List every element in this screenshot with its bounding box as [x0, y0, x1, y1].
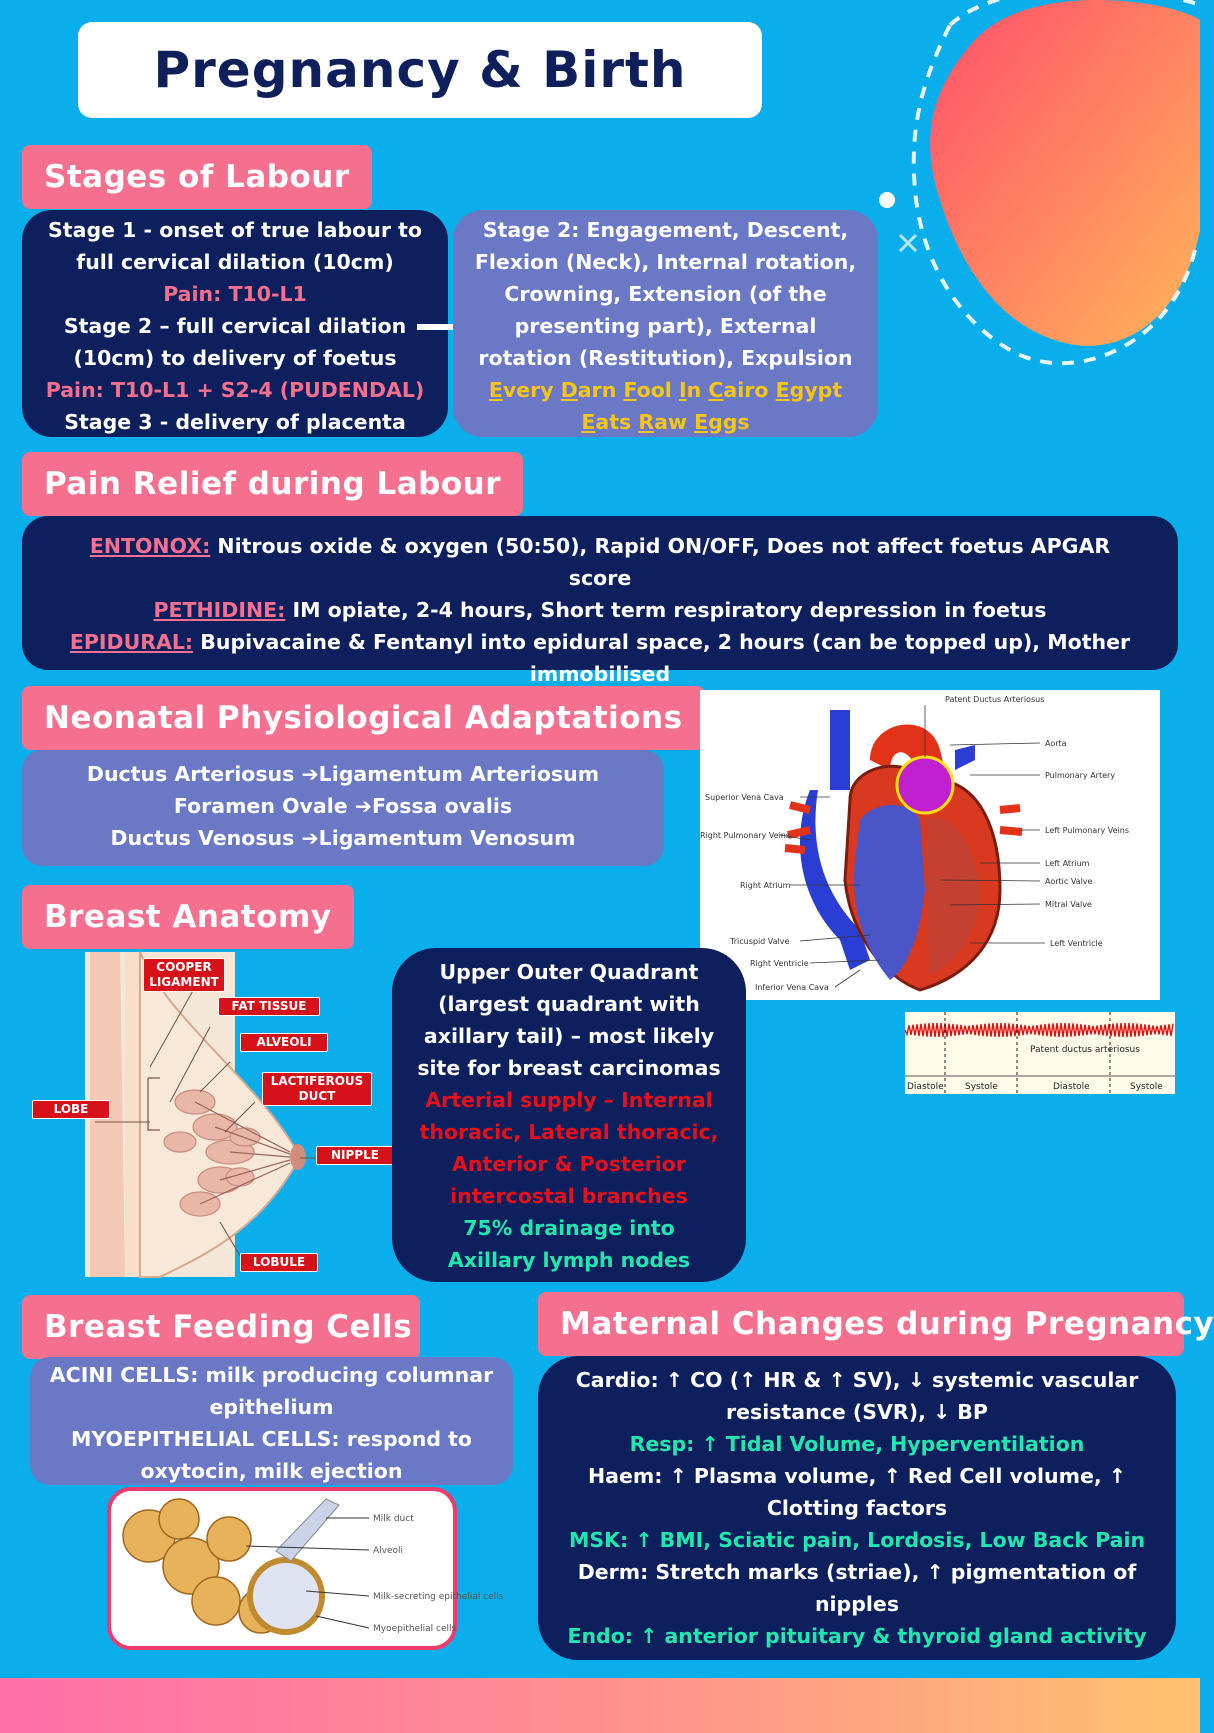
label-right-pulm-veins: Right Pulmonary Veins [700, 831, 791, 840]
breast-diagram [30, 952, 390, 1277]
mnemonic-initial: I [678, 378, 687, 402]
label-myoepithelial: Myoepithelial cells [373, 1624, 457, 1634]
ecg-strip [905, 1012, 1175, 1094]
tag-nipple: NIPPLE [316, 1146, 394, 1165]
label-aorta: Aorta [1045, 739, 1067, 748]
label-milk-secreting: Milk-secreting epithelial cells [373, 1592, 504, 1602]
label-right-atrium: Right Atrium [740, 881, 791, 890]
label-milk-duct: Milk duct [373, 1514, 414, 1524]
neonatal-adaptation [22, 822, 664, 854]
mnemonic-rest: very [502, 378, 554, 402]
mnemonic-rest: ats [595, 410, 632, 434]
alveoli-diagram [107, 1487, 504, 1650]
heart-diagram [700, 690, 1160, 1000]
mnemonic-line [453, 406, 878, 438]
label-right-ventricle: Right Ventricle [750, 959, 809, 968]
maternal-change-line: MSK: ↑ BMI, Sciatic pain, Lordosis, Low Back Pain [568, 1528, 1146, 1552]
maternal-heading: Maternal Changes during Pregnancy [538, 1292, 1184, 1356]
breast-info-line: site for breast carcinomas [417, 1056, 721, 1080]
stage-text-line: full cervical dilation (10cm) [76, 250, 394, 274]
maternal-change-line: Derm: Stretch marks (striae), ↑ pigmentation of [577, 1560, 1137, 1584]
stage2-detail-line: Crowning, Extension (of the [504, 282, 827, 306]
ecg-label-systole-1: Systole [965, 1082, 998, 1092]
maternal-change-line: Endo: ↑ anterior pituitary & thyroid gland activity [567, 1624, 1147, 1648]
breast-info-line: (largest quadrant with [438, 992, 700, 1016]
label-aortic-valve: Aortic Valve [1045, 877, 1093, 886]
breast-anatomy-heading: Breast Anatomy [22, 885, 354, 949]
pain-relief-drug-desc: IM opiate, 2-4 hours, Short term respiratory depression in foetus [285, 598, 1047, 622]
breast-info-line: Arterial supply – Internal [425, 1088, 713, 1112]
pain-relief-panel [22, 516, 1178, 686]
mnemonic-rest: aw [654, 410, 687, 434]
tag-cooper-ligament: COOPER LIGAMENT [143, 958, 225, 992]
breast-feeding-panel [30, 1357, 513, 1485]
mnemonic-initial: E [694, 410, 709, 434]
arrow-icon: ➔ [301, 762, 319, 786]
arrow-icon: ➔ [354, 794, 372, 818]
pain-relief-drug-name: EPIDURAL: [69, 630, 194, 654]
neonatal-adaptation [22, 758, 664, 790]
mnemonic-rest: airo [723, 378, 769, 402]
adaptation-from: Ductus Venosus [110, 826, 295, 850]
maternal-change-line: resistance (SVR), ↓ BP [726, 1400, 988, 1424]
label-mitral-valve: Mitral Valve [1045, 900, 1092, 909]
label-left-ventricle: Left Ventricle [1050, 939, 1103, 948]
label-tricuspid: Tricuspid Valve [730, 937, 790, 946]
ecg-label-diastole-1: Diastole [907, 1082, 944, 1092]
stages-heading: Stages of Labour [22, 145, 372, 209]
pain-relief-item [62, 594, 1138, 626]
pain-relief-drug-name: ENTONOX: [89, 534, 211, 558]
feeding-cell-line: epithelium [209, 1395, 334, 1419]
mnemonic-rest: ggs [708, 410, 750, 434]
mnemonic-initial: E [775, 378, 790, 402]
label-patent-ductus: Patent Ductus Arteriosus [945, 695, 1045, 704]
breast-info-line: Anterior & Posterior [452, 1152, 686, 1176]
breast-feeding-heading: Breast Feeding Cells [22, 1295, 420, 1359]
breast-info-line: 75% drainage into [463, 1216, 675, 1240]
feeding-cell-line: ACINI CELLS: milk producing columnar [49, 1363, 494, 1387]
ecg-note: Patent ductus arteriosus [1030, 1045, 1140, 1055]
label-pulmonary-artery: Pulmonary Artery [1045, 771, 1116, 780]
neonatal-panel [22, 750, 664, 866]
pain-relief-item [62, 626, 1138, 690]
tag-alveoli: ALVEOLI [240, 1033, 328, 1052]
mnemonic-rest: n [686, 378, 702, 402]
adaptation-to: Ligamentum Venosum [318, 826, 576, 850]
maternal-change-line: Clotting factors [766, 1496, 948, 1520]
stage-text-line: Pain: T10-L1 + S2-4 (PUDENDAL) [45, 378, 425, 402]
feeding-cell-line: MYOEPITHELIAL CELLS: respond to [70, 1427, 473, 1451]
breast-info-line: axillary tail) – most likely [423, 1024, 715, 1048]
stage-text-line: Pain: T10-L1 [163, 282, 307, 306]
stages-left-panel [22, 210, 448, 437]
tag-lobule: LOBULE [240, 1253, 318, 1272]
alveoli-illustration [111, 1491, 504, 1646]
mnemonic-initial: E [581, 410, 596, 434]
maternal-change-line: nipples [814, 1592, 900, 1616]
maternal-change-line: Resp: ↑ Tidal Volume, Hyperventilation [629, 1432, 1085, 1456]
mnemonic-initial: D [560, 378, 578, 402]
tag-fat-tissue: FAT TISSUE [218, 997, 320, 1016]
ecg-label-diastole-2: Diastole [1053, 1082, 1090, 1092]
stage-text-line: Stage 1 - onset of true labour to [48, 218, 422, 242]
breast-info-panel [392, 948, 746, 1282]
label-left-atrium: Left Atrium [1045, 859, 1090, 868]
decorative-blob [870, 0, 1200, 400]
mnemonic-line [453, 374, 878, 406]
arrow-icon: ➔ [301, 826, 319, 850]
ecg-label-systole-2: Systole [1130, 1082, 1163, 1092]
adaptation-to: Fossa ovalis [371, 794, 513, 818]
stage2-detail-line: Flexion (Neck), Internal rotation, [474, 250, 857, 274]
neonatal-adaptation [22, 790, 664, 822]
title-banner [78, 22, 762, 118]
tag-lobe: LOBE [32, 1100, 110, 1119]
maternal-panel [538, 1356, 1176, 1660]
pain-relief-drug-desc: Bupivacaine & Fentanyl into epidural space, 2 hours (can be topped up), Mother immobilised [193, 630, 1131, 686]
stage-text-line: (10cm) to delivery of foetus [73, 346, 397, 370]
mnemonic-rest: gypt [789, 378, 843, 402]
adaptation-from: Foramen Ovale [173, 794, 348, 818]
feeding-cell-line: oxytocin, milk ejection [140, 1459, 403, 1483]
pain-relief-drug-name: PETHIDINE: [153, 598, 286, 622]
breast-info-line: Upper Outer Quadrant [439, 960, 699, 984]
neonatal-heading: Neonatal Physiological Adaptations [22, 686, 705, 750]
mnemonic-rest: ool [636, 378, 672, 402]
mnemonic-initial: E [488, 378, 503, 402]
label-svc: Superior Vena Cava [705, 793, 784, 802]
stage-text-line: Stage 3 - delivery of placenta [64, 410, 406, 434]
breast-info-line: Axillary lymph nodes [447, 1248, 691, 1272]
label-left-pulm-veins: Left Pulmonary Veins [1045, 826, 1130, 835]
maternal-change-line: Cardio: ↑ CO (↑ HR & ↑ SV), ↓ systemic vascular [575, 1368, 1139, 1392]
stage2-detail-line: Stage 2: Engagement, Descent, [482, 218, 849, 242]
breast-info-line: intercostal branches [450, 1184, 688, 1208]
breast-info-line: thoracic, Lateral thoracic, [419, 1120, 719, 1144]
label-ivc: Inferior Vena Cava [755, 983, 829, 992]
mnemonic-initial: R [638, 410, 655, 434]
page-title: Pregnancy & Birth [153, 41, 687, 99]
adaptation-to: Ligamentum Arteriosum [318, 762, 600, 786]
mnemonic-initial: C [708, 378, 724, 402]
label-alveoli: Alveoli [373, 1546, 404, 1556]
maternal-change-line: Haem: ↑ Plasma volume, ↑ Red Cell volume, ↑ [588, 1464, 1126, 1488]
stage2-detail-line: presenting part), External [514, 314, 817, 338]
pain-relief-drug-desc: Nitrous oxide & oxygen (50:50), Rapid ON/OFF, Does not affect foetus APGAR score [210, 534, 1111, 590]
mnemonic-rest: arn [577, 378, 617, 402]
pain-relief-heading: Pain Relief during Labour [22, 452, 523, 516]
tag-lactiferous-duct: LACTIFEROUS DUCT [262, 1072, 372, 1106]
stages-right-panel [453, 210, 878, 437]
stage2-detail-line: rotation (Restitution), Expulsion [478, 346, 853, 370]
pain-relief-item [62, 530, 1138, 594]
stage-text-line: Stage 2 – full cervical dilation [63, 314, 407, 338]
bottom-gradient-band [0, 1678, 1200, 1733]
adaptation-from: Ductus Arteriosus [86, 762, 295, 786]
mnemonic-initial: F [623, 378, 637, 402]
